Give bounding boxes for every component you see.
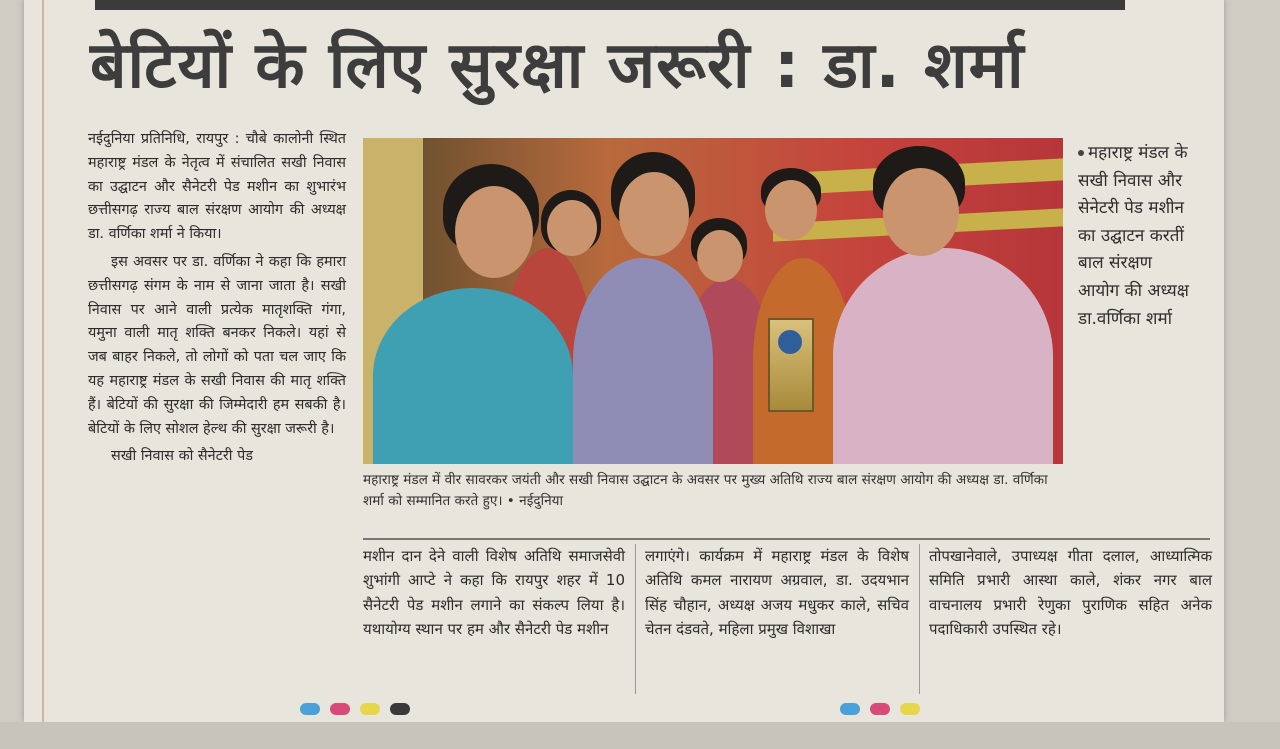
photo-person [573,258,713,464]
column-separator [635,544,636,694]
article-paragraph-3: सखी निवास को सैनेटरी पेड [111,448,253,465]
side-caption-text: महाराष्ट्र मंडल के सखी निवास और सेनेटरी पेड मशीन का उद्घाटन करतीं बाल संरक्षण आयोग की अध्यक्ष डा.वर्णिका शर्मा [1078,143,1189,329]
article-paragraph-1: नईदुनिया प्रतिनिधि, रायपुर : चौबे कालोनी स्थित महाराष्ट्र मंडल के नेतृत्व में संचालित सखी निवास का उद्घाटन और सैनेटरी पेड मशीन का शुभारंभ छत्तीसगढ़ राज्य बाल संरक्षण आयोग की अध्यक्ष डा. वर्णिका शर्मा ने किया। [88,131,346,243]
plaque-emblem [778,330,802,354]
article-left-column [88,128,346,688]
photo-person-face [883,168,959,256]
page-bottom-margin [0,722,1280,749]
headline: बेटियों के लिए सुरक्षा जरूरी : डा. शर्मा [90,29,1025,103]
photo-person [833,248,1053,464]
color-registration-marks [300,703,940,719]
photo-person-face [547,200,597,256]
registration-dot [300,703,320,715]
award-plaque [768,318,814,412]
article-paragraph-2: इस अवसर पर डा. वर्णिका ने कहा कि हमारा छत्तीसगढ़ संगम के नाम से जाना जाता है। सखी निवास पर आने वाली प्रत्येक मातृशक्ति गंगा, यमुना वाली मातृ शक्ति बनकर निकले। यहां से जब बाहर निकले, तो लोगों को पता चल जाए कि यह महाराष्ट्र मंडल के सखी निवास की मातृ शक्ति हैं। बेटियों की सुरक्षा की जिम्मेदारी हम सबकी है। बेटियों के लिए सोशल हेल्थ की सुरक्षा जरूरी है। [88,253,346,437]
column-divider-rule [363,538,1210,540]
registration-dot [900,703,920,715]
side-caption [1078,140,1198,530]
photo-person-face [619,172,689,256]
event-photo [363,138,1063,464]
margin-line [42,0,44,722]
registration-dot [390,703,410,715]
registration-dot [330,703,350,715]
top-rule [95,0,1125,10]
article-column-2: लगाएंगे। कार्यक्रम में महाराष्ट्र मंडल के विशेष अतिथि कमल नारायण अग्रवाल, डा. उदयभान सिंह चौहान, अध्यक्ष अजय मधुकर काले, सचिव चेतन दंडवते, महिला प्रमुख विशाखा [645,547,909,639]
article-column-3: तोपखानेवाले, उपाध्यक्ष गीता दलाल, आध्यात्मिक समिति प्रभारी आस्था काले, शंकर नगर बाल वाचनालय प्रभारी रेणुका पुराणिक सहित अनेक पदाधिकारी उपस्थित रहे। [929,547,1212,639]
registration-dot [840,703,860,715]
photo-person-face [455,186,533,278]
photo-person [373,288,573,464]
photo-person-face [765,180,817,240]
registration-dot [360,703,380,715]
bullet-icon [1078,150,1084,156]
column-separator [919,544,920,694]
article-column-1: मशीन दान देने वाली विशेष अतिथि समाजसेवी शुभांगी आप्टे ने कहा कि रायपुर शहर में 10 सैनेटरी पेड मशीन लगाने का संकल्प लिया है। यथायोग्य स्थान पर हम और सैनेटरी पेड मशीन [363,547,625,639]
photo-person-face [697,230,743,282]
registration-dot [870,703,890,715]
photo-caption: महाराष्ट्र मंडल में वीर सावरकर जयंती और सखी निवास उद्घाटन के अवसर पर मुख्य अतिथि राज्य बाल संरक्षण आयोग की अध्यक्ष डा. वर्णिका शर्मा को सम्मानित करते हुए। • नईदुनिया [363,472,1048,509]
